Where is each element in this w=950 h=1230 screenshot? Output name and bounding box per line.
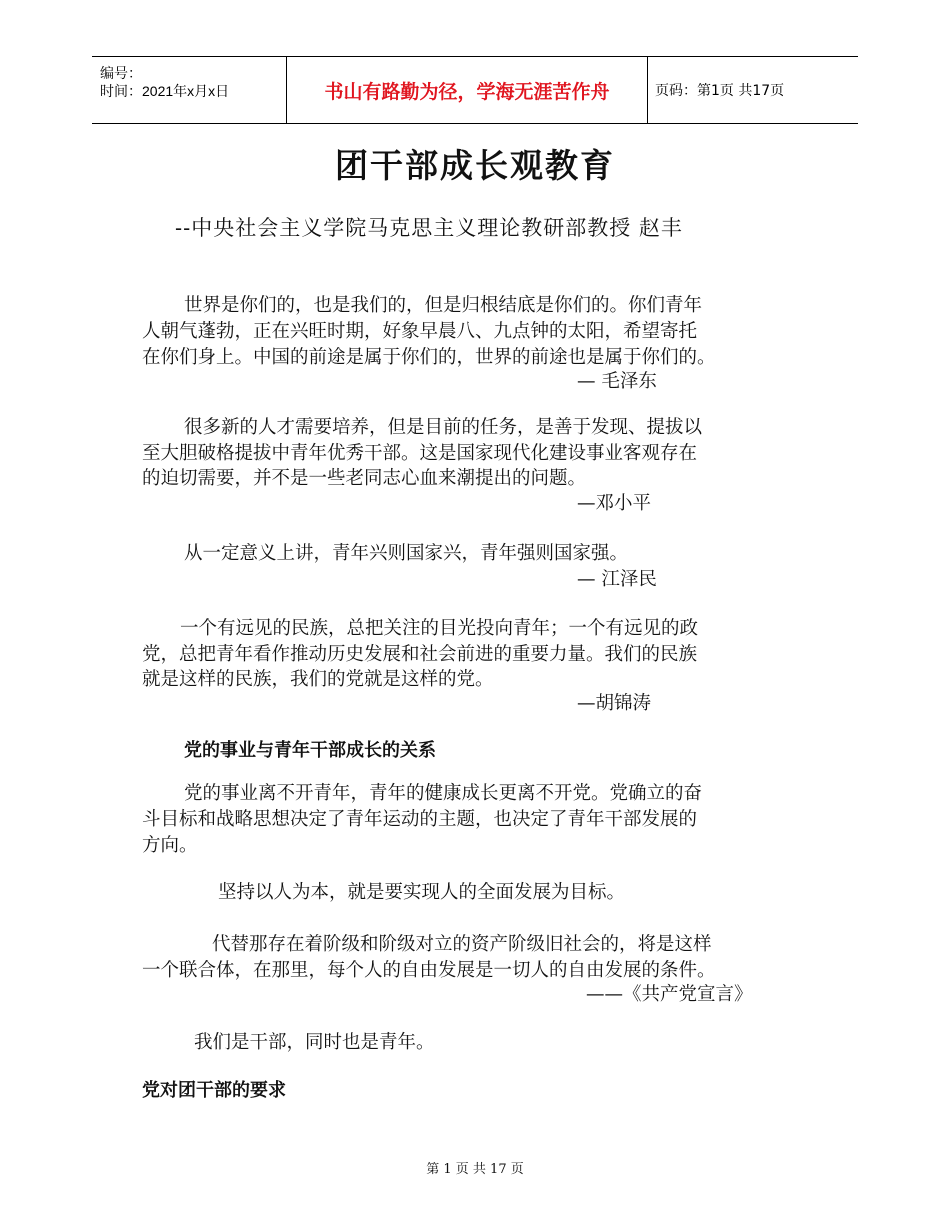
header-page-cell (647, 57, 858, 123)
quote-mao-line-2: 人朝气蓬勃，正在兴旺时期，好象早晨八、九点钟的太阳，希望寄托 (142, 321, 698, 342)
quote-hu-line-1: 一个有远见的民族，总把关注的目光投向青年；一个有远见的政 (180, 618, 699, 639)
header-page-info: 页码：第1页 共17页 (655, 83, 785, 99)
header-motto-cell (286, 57, 648, 123)
header-meta (92, 57, 286, 123)
section1-para-line-1: 党的事业离不开青年，青年的健康成长更离不开党。党确立的奋 (184, 783, 703, 804)
quote-mao-line-1: 世界是你们的，也是我们的，但是归根结底是你们的。你们青年 (184, 295, 703, 316)
quote-jiang-line-1: 从一定意义上讲，青年兴则国家兴，青年强则国家强。 (184, 543, 629, 564)
document-header (92, 56, 858, 124)
quote-mao-line-3: 在你们身上。中国的前途是属于你们的，世界的前途也是属于你们的。 (142, 347, 716, 368)
quote-deng-line-1: 很多新的人才需要培养，但是目前的任务，是善于发现、提拔以 (184, 417, 703, 438)
quote-deng-author: —邓小平 (577, 493, 652, 514)
quote-mao-author: — 毛泽东 (577, 371, 657, 392)
header-motto: 书山有路勤为径，学海无涯苦作舟 (324, 80, 610, 103)
page-footer: 第 1 页 共 17 页 (426, 1162, 524, 1177)
document-time-label: 时间：2021年x月x日 (100, 83, 230, 99)
document-number-label: 编号： (100, 65, 142, 81)
quote-hu-line-2: 党，总把青年看作推动历史发展和社会前进的重要力量。我们的民族 (142, 644, 698, 665)
quote-deng-line-2: 至大胆破格提拔中青年优秀干部。这是国家现代化建设事业客观存在 (142, 443, 698, 464)
quote-jiang-author: — 江泽民 (577, 569, 657, 590)
section1-para-line-3: 方向。 (142, 835, 198, 856)
document-subtitle: --中央社会主义学院马克思主义理论教研部教授 赵丰 (175, 216, 683, 240)
manifesto-line-2: 一个联合体，在那里，每个人的自由发展是一切人的自由发展的条件。 (142, 960, 716, 981)
manifesto-source: ——《共产党宣言》 (586, 984, 753, 1005)
section-heading-party-requirements: 党对团干部的要求 (142, 1080, 286, 1101)
quote-hu-line-3: 就是这样的民族，我们的党就是这样的党。 (142, 669, 494, 690)
quote-hu-author: —胡锦涛 (577, 693, 652, 714)
quote-deng-line-3: 的迫切需要，并不是一些老同志心血来潮提出的问题。 (142, 468, 587, 489)
section-heading-party-cause: 党的事业与青年干部成长的关系 (184, 740, 436, 761)
people-oriented-line: 坚持以人为本，就是要实现人的全面发展为目标。 (218, 882, 626, 903)
manifesto-line-1: 代替那存在着阶级和阶级对立的资产阶级旧社会的，将是这样 (212, 934, 712, 955)
cadre-youth-line: 我们是干部，同时也是青年。 (194, 1032, 435, 1053)
section1-para-line-2: 斗目标和战略思想决定了青年运动的主题，也决定了青年干部发展的 (142, 809, 698, 830)
document-title: 团干部成长观教育 (335, 146, 615, 185)
